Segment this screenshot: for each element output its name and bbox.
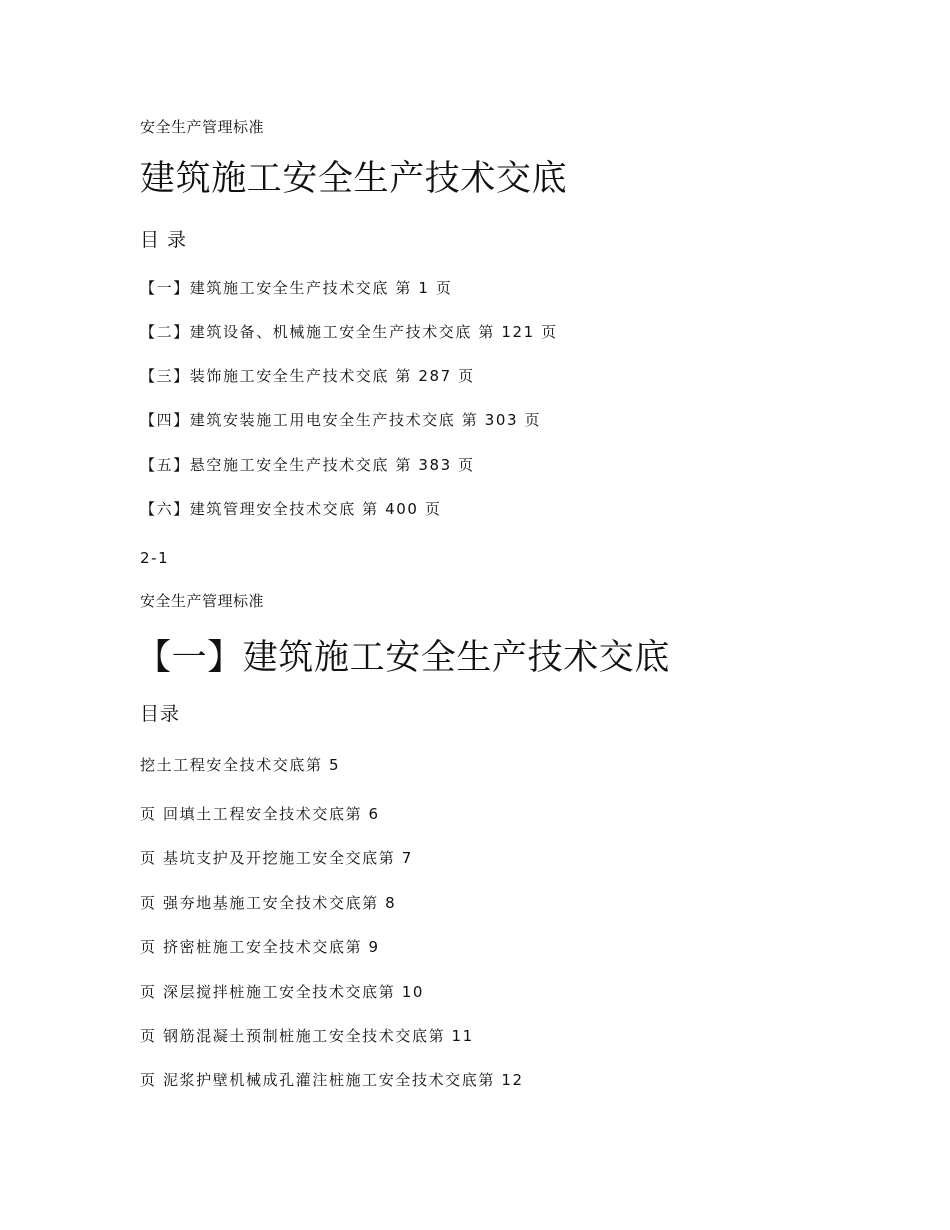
toc-item: 【四】建筑安装施工用电安全生产技术交底 第 303 页 (140, 411, 542, 429)
toc-item: 【六】建筑管理安全技术交底 第 400 页 (140, 500, 442, 518)
document-title: 建筑施工安全生产技术交底 (140, 159, 568, 199)
running-header: 安全生产管理标准 (140, 592, 265, 610)
toc-item: 【三】装饰施工安全生产技术交底 第 287 页 (140, 367, 475, 385)
toc-item: 【五】悬空施工安全生产技术交底 第 383 页 (140, 456, 475, 474)
toc-item: 挖土工程安全技术交底第 5 (140, 756, 341, 774)
running-header: 安全生产管理标准 (140, 118, 265, 136)
toc-item: 页 强夯地基施工安全技术交底第 8 (140, 894, 397, 912)
toc-item: 页 基坑支护及开挖施工安全交底第 7 (140, 849, 413, 867)
toc-heading: 目 录 (140, 229, 188, 251)
toc-item: 页 钢筋混凝土预制桩施工安全技术交底第 11 (140, 1027, 474, 1045)
toc-item: 【二】建筑设备、机械施工安全生产技术交底 第 121 页 (140, 323, 558, 341)
toc-item: 【一】建筑施工安全生产技术交底 第 1 页 (140, 279, 453, 297)
toc-item: 页 挤密桩施工安全技术交底第 9 (140, 938, 380, 956)
toc-item: 页 泥浆护壁机械成孔灌注桩施工安全技术交底第 12 (140, 1071, 524, 1089)
section-title: 【一】建筑施工安全生产技术交底 (136, 638, 671, 678)
toc-item: 页 回填土工程安全技术交底第 6 (140, 805, 380, 823)
toc-heading: 目录 (140, 703, 181, 725)
page-number: 2-1 (140, 549, 170, 567)
toc-item: 页 深层搅拌桩施工安全技术交底第 10 (140, 983, 425, 1001)
